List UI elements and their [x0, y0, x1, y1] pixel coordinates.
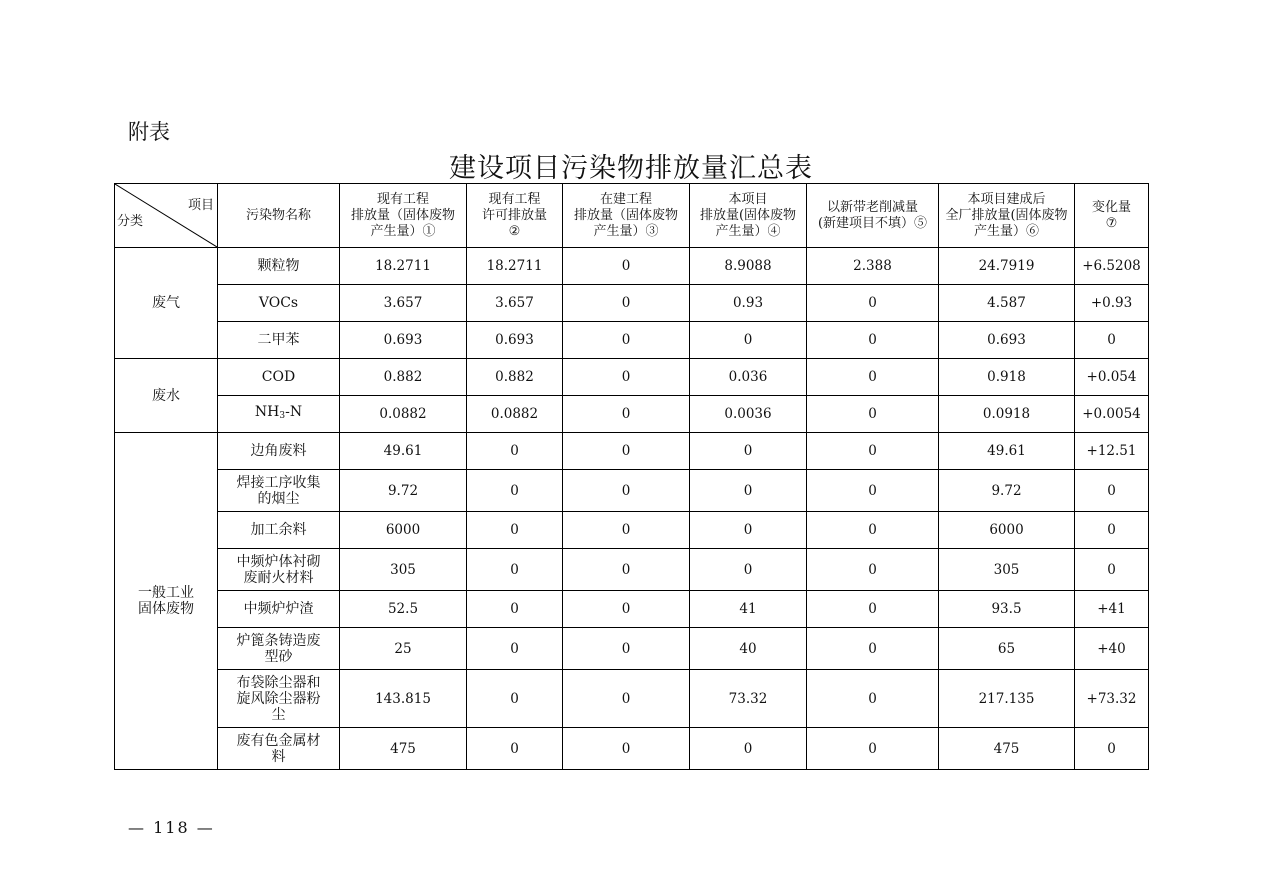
- pollutant-name-cell: 布袋除尘器和 旋风除尘器粉 尘: [218, 670, 340, 728]
- pollutant-name-cell: 颗粒物: [218, 248, 340, 285]
- table-row: [115, 549, 1149, 591]
- value-cell: 25: [340, 628, 467, 670]
- value-cell: 143.815: [340, 670, 467, 728]
- value-cell: 0: [690, 470, 807, 512]
- value-cell: 0: [467, 591, 563, 628]
- page-number: — 118 —: [128, 818, 215, 837]
- corner-header-cell: [115, 184, 218, 248]
- value-cell: 0.93: [690, 285, 807, 322]
- value-cell: 24.7919: [939, 248, 1075, 285]
- table-row: [115, 628, 1149, 670]
- header-under-construction: 在建工程 排放量（固体废物 产生量）③: [563, 184, 690, 248]
- value-cell: 0.882: [467, 359, 563, 396]
- value-cell: 0: [563, 322, 690, 359]
- value-cell: 18.2711: [340, 248, 467, 285]
- table-row: [115, 433, 1149, 470]
- table-body: [115, 248, 1149, 770]
- value-cell: 0: [563, 628, 690, 670]
- pollutant-name-cell: COD: [218, 359, 340, 396]
- value-cell: 0: [1075, 549, 1149, 591]
- value-cell: 0: [563, 470, 690, 512]
- value-cell: 65: [939, 628, 1075, 670]
- value-cell: 0: [563, 359, 690, 396]
- pollutant-name-cell: 二甲苯: [218, 322, 340, 359]
- table-row: [115, 285, 1149, 322]
- value-cell: 0: [467, 728, 563, 770]
- value-cell: 305: [340, 549, 467, 591]
- value-cell: 0: [690, 728, 807, 770]
- value-cell: 0.693: [939, 322, 1075, 359]
- value-cell: 0: [1075, 322, 1149, 359]
- value-cell: +0.0054: [1075, 396, 1149, 433]
- pollutant-name-cell: 焊接工序收集 的烟尘: [218, 470, 340, 512]
- value-cell: 0.0882: [467, 396, 563, 433]
- category-cell: 废水: [115, 359, 218, 433]
- value-cell: 0.918: [939, 359, 1075, 396]
- header-existing-emission: 现有工程 排放量（固体废物 产生量）①: [340, 184, 467, 248]
- value-cell: 73.32: [690, 670, 807, 728]
- value-cell: +40: [1075, 628, 1149, 670]
- pollutant-name-cell: 炉篦条铸造废 型砂: [218, 628, 340, 670]
- value-cell: 0: [563, 591, 690, 628]
- value-cell: 0: [467, 549, 563, 591]
- value-cell: 475: [340, 728, 467, 770]
- value-cell: 0: [807, 359, 939, 396]
- value-cell: 49.61: [340, 433, 467, 470]
- value-cell: 6000: [939, 512, 1075, 549]
- value-cell: 217.135: [939, 670, 1075, 728]
- value-cell: 93.5: [939, 591, 1075, 628]
- pollutant-name-cell: 中频炉炉渣: [218, 591, 340, 628]
- table-row: [115, 359, 1149, 396]
- table-row: [115, 322, 1149, 359]
- header-pollutant-name: 污染物名称: [218, 184, 340, 248]
- value-cell: 0: [1075, 470, 1149, 512]
- value-cell: 0: [563, 396, 690, 433]
- value-cell: 40: [690, 628, 807, 670]
- value-cell: +12.51: [1075, 433, 1149, 470]
- value-cell: 0: [690, 322, 807, 359]
- value-cell: 0: [563, 248, 690, 285]
- value-cell: 0: [467, 670, 563, 728]
- value-cell: 0: [1075, 728, 1149, 770]
- value-cell: +6.5208: [1075, 248, 1149, 285]
- value-cell: 0: [1075, 512, 1149, 549]
- value-cell: 0: [807, 322, 939, 359]
- value-cell: 0: [690, 549, 807, 591]
- value-cell: +41: [1075, 591, 1149, 628]
- value-cell: 0.882: [340, 359, 467, 396]
- table-row: [115, 396, 1149, 433]
- corner-bottom-label: 分类: [117, 214, 144, 229]
- value-cell: 49.61: [939, 433, 1075, 470]
- value-cell: 0: [690, 512, 807, 549]
- value-cell: 0: [467, 628, 563, 670]
- value-cell: 8.9088: [690, 248, 807, 285]
- value-cell: 0: [690, 433, 807, 470]
- category-cell: 一般工业 固体废物: [115, 433, 218, 770]
- table-row: [115, 470, 1149, 512]
- value-cell: 0: [807, 433, 939, 470]
- appendix-label: 附表: [128, 120, 170, 144]
- value-cell: +0.93: [1075, 285, 1149, 322]
- value-cell: +0.054: [1075, 359, 1149, 396]
- category-cell: 废气: [115, 248, 218, 359]
- pollutant-name-cell: VOCs: [218, 285, 340, 322]
- value-cell: 52.5: [340, 591, 467, 628]
- pollutant-name-cell: 边角废料: [218, 433, 340, 470]
- pollutant-name-cell: 废有色金属材 料: [218, 728, 340, 770]
- value-cell: 0.693: [340, 322, 467, 359]
- value-cell: 0: [807, 396, 939, 433]
- value-cell: 0: [467, 470, 563, 512]
- header-change: 变化量 ⑦: [1075, 184, 1149, 248]
- value-cell: 0: [563, 549, 690, 591]
- value-cell: 0: [563, 512, 690, 549]
- header-row: [115, 184, 1149, 248]
- value-cell: 475: [939, 728, 1075, 770]
- value-cell: 0.693: [467, 322, 563, 359]
- value-cell: 3.657: [340, 285, 467, 322]
- value-cell: 0: [563, 433, 690, 470]
- table-row: [115, 512, 1149, 549]
- value-cell: 0.0918: [939, 396, 1075, 433]
- pollutant-name-cell: $NH_3-N$: [218, 396, 340, 433]
- value-cell: 2.388: [807, 248, 939, 285]
- value-cell: 0: [807, 512, 939, 549]
- value-cell: 9.72: [340, 470, 467, 512]
- header-permitted-emission: 现有工程 许可排放量 ②: [467, 184, 563, 248]
- value-cell: 0: [807, 285, 939, 322]
- value-cell: 9.72: [939, 470, 1075, 512]
- header-total-after: 本项目建成后 全厂排放量(固体废物 产生量）⑥: [939, 184, 1075, 248]
- table-row: [115, 670, 1149, 728]
- table-row: [115, 248, 1149, 285]
- corner-top-label: 项目: [187, 198, 214, 213]
- table-row: [115, 591, 1149, 628]
- value-cell: 0: [807, 728, 939, 770]
- value-cell: 0.0036: [690, 396, 807, 433]
- value-cell: 0.0882: [340, 396, 467, 433]
- value-cell: 305: [939, 549, 1075, 591]
- pollutant-name-cell: 中频炉体衬砌 废耐火材料: [218, 549, 340, 591]
- value-cell: 0: [807, 591, 939, 628]
- value-cell: 0: [807, 628, 939, 670]
- value-cell: 0: [807, 670, 939, 728]
- table-title: 建设项目污染物排放量汇总表: [449, 153, 813, 184]
- value-cell: 41: [690, 591, 807, 628]
- value-cell: 4.587: [939, 285, 1075, 322]
- header-reduction: 以新带老削减量 (新建项目不填）⑤: [807, 184, 939, 248]
- value-cell: 18.2711: [467, 248, 563, 285]
- value-cell: 0: [467, 433, 563, 470]
- value-cell: 0: [807, 549, 939, 591]
- value-cell: 0: [563, 670, 690, 728]
- header-this-project: 本项目 排放量(固体废物 产生量）④: [690, 184, 807, 248]
- pollutant-name-cell: 加工余料: [218, 512, 340, 549]
- value-cell: 0.036: [690, 359, 807, 396]
- table-row: [115, 728, 1149, 770]
- value-cell: 0: [807, 470, 939, 512]
- emission-summary-table: [114, 183, 1149, 770]
- value-cell: 0: [563, 285, 690, 322]
- value-cell: 6000: [340, 512, 467, 549]
- value-cell: 0: [467, 512, 563, 549]
- value-cell: 0: [563, 728, 690, 770]
- value-cell: 3.657: [467, 285, 563, 322]
- value-cell: +73.32: [1075, 670, 1149, 728]
